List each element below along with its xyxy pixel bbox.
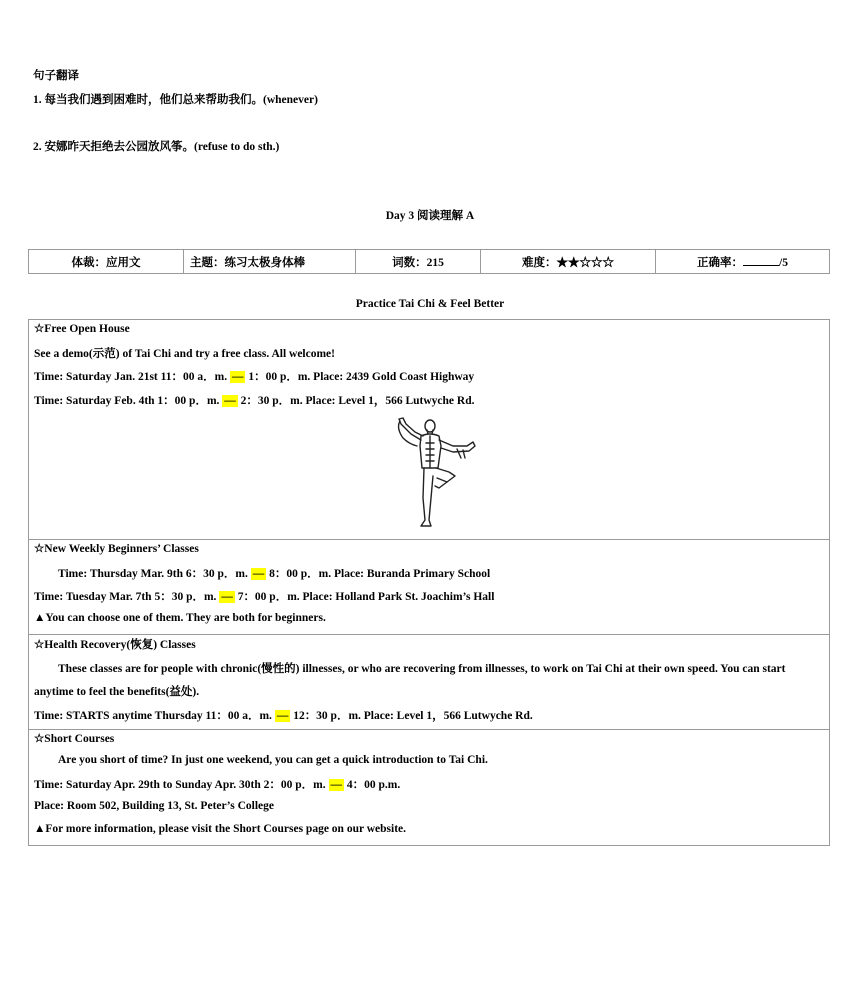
genre-cell: 体裁：应用文 — [29, 250, 184, 274]
time-line: Time: Thursday Mar. 9th 6：30 p．m. — 8：00 p．m. Place: Buranda Primary School — [58, 568, 491, 580]
accuracy-suffix: /5 — [779, 256, 788, 269]
time-line: Time: Tuesday Mar. 7th 5：30 p．m. — 7：00 p．m. Place: Holland Park St. Joachim’s Hall — [34, 591, 495, 603]
section-title: ☆New Weekly Beginners’ Classes — [34, 543, 199, 555]
word-count-cell: 词数：215 — [356, 250, 481, 274]
section-line: anytime to feel the benefits(益处). — [34, 686, 200, 698]
time-line: Time: STARTS anytime Thursday 11：00 a．m. — 12：30 p．m. Place: Level 1，566 Lutwyche Rd. — [34, 710, 533, 722]
highlighted-dash: — — [224, 395, 236, 407]
time-line: Time: Saturday Feb. 4th 1：00 p．m. — 2：30 p．m. Place: Level 1，566 Lutwyche Rd. — [34, 395, 475, 407]
difficulty-cell: 难度：★★☆☆☆ — [481, 250, 656, 274]
section-title: ☆Health Recovery(恢复) Classes — [34, 639, 196, 651]
section-line: Are you short of time? In just one weekend, you can get a quick introduction to Tai Chi. — [58, 754, 488, 766]
passage-title: Practice Tai Chi & Feel Better — [355, 298, 505, 310]
section-beginners-classes — [28, 539, 830, 635]
section-title: ☆Free Open House — [34, 323, 130, 335]
accuracy-cell — [656, 250, 830, 274]
accuracy-blank — [743, 255, 779, 266]
place-line: Place: Room 502, Building 13, St. Peter’s College — [34, 800, 274, 812]
section-heading: 句子翻译 — [33, 70, 79, 82]
highlighted-dash: — — [221, 591, 233, 603]
tai-chi-figure-image — [391, 416, 481, 532]
highlighted-dash: — — [276, 710, 289, 722]
highlighted-dash: — — [231, 371, 244, 383]
note-line: ▲For more information, please visit the Short Courses page on our website. — [34, 823, 407, 835]
theme-cell: 主题：练习太极身体棒 — [184, 250, 356, 274]
question-1: 1. 每当我们遇到困难时，他们总来帮助我们。(whenever) — [33, 94, 318, 106]
day-title: Day 3 阅读理解 A — [385, 210, 475, 222]
info-table — [28, 249, 830, 274]
time-line: Time: Saturday Jan. 21st 11：00 a．m. — 1：00 p．m. Place: 2439 Gold Coast Highway — [34, 371, 475, 383]
time-line: Time: Saturday Apr. 29th to Sunday Apr. 30th 2：00 p．m. — 4：00 p.m. — [34, 779, 401, 791]
section-title: ☆Short Courses — [34, 733, 115, 745]
note-line: ▲You can choose one of them. They are both for beginners. — [34, 612, 326, 624]
section-health-recovery — [28, 634, 830, 730]
section-free-open-house — [28, 319, 830, 540]
highlighted-dash: — — [252, 568, 265, 580]
question-2: 2. 安娜昨天拒绝去公园放风筝。(refuse to do sth.) — [33, 141, 280, 153]
section-line: These classes are for people with chronic(慢性的) illnesses, or who are recovering from illnesses, to work on Tai Chi at their own speed. You can start — [58, 663, 786, 675]
highlighted-dash: — — [330, 779, 342, 791]
section-short-courses — [28, 729, 830, 846]
section-line: See a demo(示范) of Tai Chi and try a free class. All welcome! — [34, 348, 335, 360]
accuracy-label: 正确率： — [697, 256, 744, 269]
